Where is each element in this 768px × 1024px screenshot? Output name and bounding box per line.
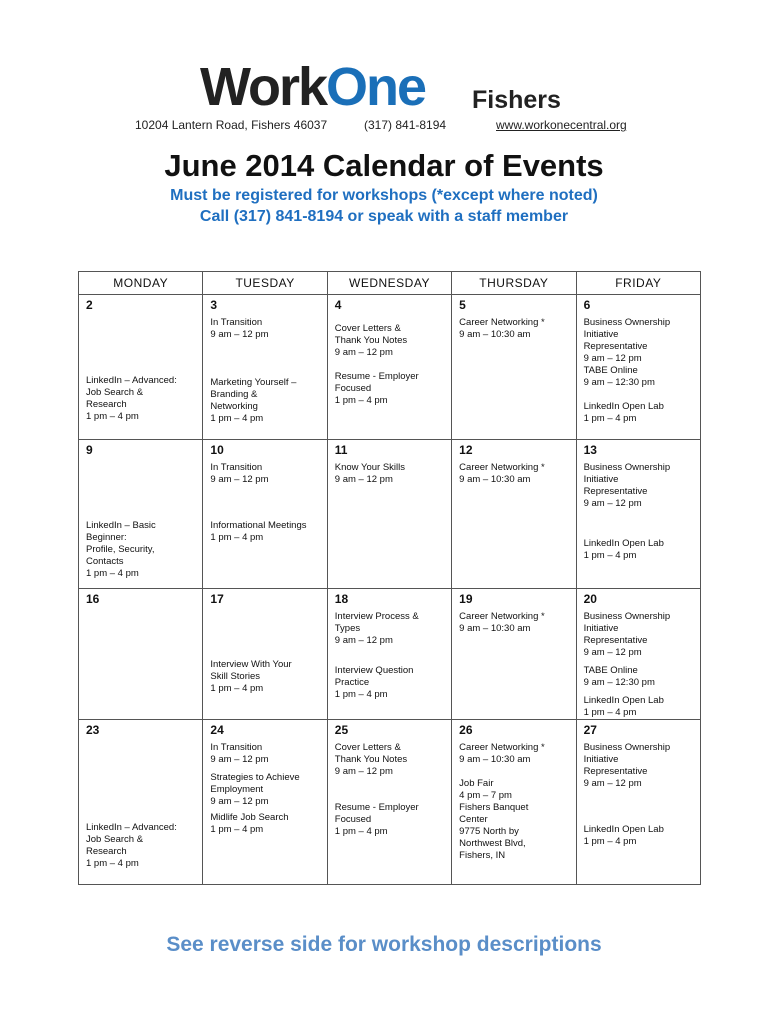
address: 10204 Lantern Road, Fishers 46037 xyxy=(135,118,328,132)
calendar-event xyxy=(459,742,571,766)
event-line: Initiative xyxy=(583,754,619,765)
event-line: Research xyxy=(86,846,127,857)
event-line: LinkedIn – Advanced: xyxy=(86,822,177,833)
calendar-event xyxy=(210,659,322,695)
event-line: Job Fair xyxy=(459,778,494,789)
event-line: LinkedIn Open Lab xyxy=(583,695,664,706)
event-line: 4 pm – 7 pm xyxy=(459,790,512,801)
event-line: Contacts xyxy=(86,556,124,567)
event-line: Representative xyxy=(583,341,648,352)
calendar-day-cell xyxy=(452,589,576,720)
event-line: In Transition xyxy=(210,317,263,328)
calendar-day-cell xyxy=(576,720,700,885)
event-line: 9 am – 12 pm xyxy=(334,635,393,646)
weekday-header: WEDNESDAY xyxy=(327,272,451,295)
calendar-day-cell xyxy=(327,720,451,885)
event-line: 1 pm – 4 pm xyxy=(210,413,264,424)
event-line: Cover Letters & xyxy=(334,323,401,334)
day-number: 2 xyxy=(86,298,93,312)
event-line: LinkedIn – Basic xyxy=(86,520,156,531)
event-line: 9 am – 10:30 am xyxy=(459,329,531,340)
event-line: 9 am – 12 pm xyxy=(210,754,269,765)
calendar-event xyxy=(86,520,198,580)
event-line: 1 pm – 4 pm xyxy=(583,707,637,718)
calendar-event xyxy=(210,377,322,425)
calendar-event xyxy=(335,611,447,647)
calendar-event xyxy=(584,611,696,659)
calendar-day-cell xyxy=(79,295,203,440)
event-line: Marketing Yourself – xyxy=(210,377,297,388)
call-note: Call (317) 841-8194 or speak with a staff member xyxy=(199,208,569,225)
day-number: 5 xyxy=(459,298,466,312)
calendar-event xyxy=(210,520,322,544)
event-line: 9 am – 12 pm xyxy=(583,498,642,509)
logo-work-text: Work xyxy=(200,57,327,117)
event-line: 1 pm – 4 pm xyxy=(86,858,139,869)
event-line: TABE Online xyxy=(583,665,638,676)
event-line: Interview With Your xyxy=(210,659,292,670)
event-line: Midlife Job Search xyxy=(210,812,289,823)
calendar-event xyxy=(335,462,447,486)
event-line: 1 pm – 4 pm xyxy=(86,411,139,422)
event-line: LinkedIn Open Lab xyxy=(583,401,664,412)
calendar-event xyxy=(86,822,198,870)
event-line: 9 am – 12 pm xyxy=(210,329,269,340)
logo-one-text: One xyxy=(326,57,426,117)
calendar-event xyxy=(584,742,696,790)
calendar-day-cell xyxy=(327,440,451,589)
event-line: Strategies to Achieve xyxy=(210,772,300,783)
event-line: 1 pm – 4 pm xyxy=(210,683,264,694)
event-line: Beginner: xyxy=(86,532,127,543)
event-line: Cover Letters & xyxy=(334,742,401,753)
event-line: 9 am – 10:30 am xyxy=(459,474,531,485)
footer-note: See reverse side for workshop descriptions xyxy=(166,933,602,956)
phone: (317) 841-8194 xyxy=(364,118,447,132)
calendar-event xyxy=(584,538,696,562)
event-line: In Transition xyxy=(210,462,263,473)
day-number: 6 xyxy=(583,298,591,312)
event-line: Resume - Employer xyxy=(334,371,419,382)
calendar-day-cell xyxy=(576,295,700,440)
calendar-day-cell xyxy=(452,295,576,440)
event-line: Focused xyxy=(334,383,372,394)
event-line: 1 pm – 4 pm xyxy=(210,532,264,543)
calendar-day-cell xyxy=(327,589,451,720)
event-line: Business Ownership xyxy=(583,317,671,328)
day-number: 10 xyxy=(210,443,224,457)
page-title: June 2014 Calendar of Events xyxy=(164,148,604,183)
calendar-table xyxy=(78,271,701,885)
calendar-event xyxy=(584,317,696,365)
event-line: Practice xyxy=(334,677,370,688)
event-line: Employment xyxy=(210,784,264,795)
event-line: Profile, Security, xyxy=(86,544,155,555)
event-line: Resume - Employer xyxy=(334,802,419,813)
day-number: 17 xyxy=(210,592,224,606)
event-line: 9 am – 12 pm xyxy=(583,778,642,789)
event-line: Initiative xyxy=(583,329,619,340)
event-line: Representative xyxy=(583,635,648,646)
day-number: 24 xyxy=(210,723,224,737)
calendar-week-row xyxy=(79,589,701,720)
day-number: 26 xyxy=(459,723,473,737)
event-line: 1 pm – 4 pm xyxy=(583,413,637,424)
calendar-event xyxy=(459,317,571,341)
calendar-day-cell xyxy=(79,720,203,885)
event-line: Networking xyxy=(210,401,258,412)
calendar-day-cell xyxy=(79,589,203,720)
registration-note: Must be registered for workshops (*except where noted) xyxy=(170,187,598,204)
calendar-day-cell xyxy=(203,589,327,720)
weekday-header-row xyxy=(79,272,701,295)
day-number: 13 xyxy=(583,443,597,457)
calendar-week-row xyxy=(79,440,701,589)
event-line: Center xyxy=(459,814,488,825)
event-line: 9 am – 10:30 am xyxy=(459,623,531,634)
calendar-event xyxy=(584,665,696,689)
calendar-day-cell xyxy=(203,720,327,885)
day-number: 25 xyxy=(334,723,349,737)
day-number: 4 xyxy=(334,298,342,312)
day-number: 19 xyxy=(459,592,473,606)
event-line: 1 pm – 4 pm xyxy=(86,568,139,579)
event-line: TABE Online xyxy=(583,365,638,376)
weekday-header: TUESDAY xyxy=(203,272,327,295)
event-line: Fishers, IN xyxy=(459,850,506,861)
day-number: 16 xyxy=(86,592,100,606)
event-line: LinkedIn Open Lab xyxy=(583,538,664,549)
event-line: 9 am – 10:30 am xyxy=(459,754,531,765)
day-number: 23 xyxy=(86,723,100,737)
calendar-day-cell xyxy=(576,440,700,589)
event-line: Career Networking * xyxy=(459,742,545,753)
event-line: Northwest Blvd, xyxy=(459,838,526,849)
calendar-event xyxy=(584,824,696,848)
event-line: Representative xyxy=(583,766,648,777)
calendar-event xyxy=(335,802,447,838)
event-line: 1 pm – 4 pm xyxy=(583,836,637,847)
calendar-event xyxy=(335,742,447,778)
calendar-event xyxy=(584,365,696,389)
event-line: In Transition xyxy=(210,742,263,753)
calendar-event xyxy=(335,371,447,407)
event-line: 9 am – 12 pm xyxy=(210,474,269,485)
calendar-event xyxy=(459,462,571,486)
event-line: Research xyxy=(86,399,127,410)
event-line: Fishers Banquet xyxy=(459,802,529,813)
event-line: Branding & xyxy=(210,389,258,400)
event-line: LinkedIn – Advanced: xyxy=(86,375,177,386)
weekday-header: MONDAY xyxy=(79,272,203,295)
event-line: 1 pm – 4 pm xyxy=(334,826,388,837)
calendar-week-row xyxy=(79,720,701,885)
event-line: 9 am – 12:30 pm xyxy=(583,377,655,388)
day-number: 12 xyxy=(459,443,473,457)
calendar-day-cell xyxy=(576,589,700,720)
event-line: 9 am – 12 pm xyxy=(334,347,393,358)
event-line: Interview Question xyxy=(334,665,414,676)
day-number: 11 xyxy=(334,443,348,457)
event-line: Know Your Skills xyxy=(334,462,406,473)
event-line: 9 am – 12 pm xyxy=(210,796,269,807)
event-line: Initiative xyxy=(583,474,619,485)
calendar-event xyxy=(210,462,322,486)
event-line: Skill Stories xyxy=(210,671,261,682)
event-line: Career Networking * xyxy=(459,462,545,473)
event-line: 9 am – 12 pm xyxy=(334,766,393,777)
day-number: 3 xyxy=(210,298,218,312)
calendar-event xyxy=(459,611,571,635)
weekday-header: THURSDAY xyxy=(452,272,576,295)
event-line: 9 am – 12 pm xyxy=(583,353,642,364)
calendar-day-cell xyxy=(452,440,576,589)
calendar-event xyxy=(459,778,571,862)
calendar-event xyxy=(335,323,447,359)
calendar-event xyxy=(335,665,447,701)
event-line: Initiative xyxy=(583,623,619,634)
calendar-event xyxy=(584,401,696,425)
event-line: LinkedIn Open Lab xyxy=(583,824,664,835)
calendar-event xyxy=(584,462,696,510)
event-line: 1 pm – 4 pm xyxy=(210,824,264,835)
calendar-event xyxy=(210,317,322,341)
calendar-event xyxy=(210,772,322,808)
event-line: Focused xyxy=(334,814,372,825)
event-line: Thank You Notes xyxy=(334,335,408,346)
event-line: Business Ownership xyxy=(583,611,671,622)
event-line: Career Networking * xyxy=(459,611,545,622)
event-line: 9 am – 12 pm xyxy=(583,647,642,658)
event-line: Interview Process & xyxy=(334,611,419,622)
event-line: Representative xyxy=(583,486,648,497)
event-line: Business Ownership xyxy=(583,462,671,473)
event-line: Job Search & xyxy=(86,387,144,398)
day-number: 18 xyxy=(334,592,349,606)
event-line: 1 pm – 4 pm xyxy=(334,689,388,700)
calendar-week-row xyxy=(79,295,701,440)
event-line: 9 am – 12 pm xyxy=(334,474,393,485)
day-number: 9 xyxy=(86,443,93,457)
day-number: 27 xyxy=(583,723,597,737)
calendar-event xyxy=(210,812,322,836)
event-line: 1 pm – 4 pm xyxy=(334,395,388,406)
calendar-day-cell xyxy=(452,720,576,885)
location-name: Fishers xyxy=(472,86,561,114)
calendar-event xyxy=(86,375,198,423)
workone-logo xyxy=(200,57,426,117)
calendar-event xyxy=(584,695,696,719)
calendar-day-cell xyxy=(79,440,203,589)
event-line: Informational Meetings xyxy=(210,520,307,531)
event-line: Career Networking * xyxy=(459,317,545,328)
website-link[interactable]: www.workonecentral.org xyxy=(496,118,627,132)
calendar-day-cell xyxy=(203,440,327,589)
event-line: 9 am – 12:30 pm xyxy=(583,677,655,688)
calendar-event xyxy=(210,742,322,766)
event-line: 9775 North by xyxy=(459,826,519,837)
event-line: 1 pm – 4 pm xyxy=(583,550,637,561)
day-number: 20 xyxy=(583,592,597,606)
calendar-day-cell xyxy=(203,295,327,440)
event-line: Thank You Notes xyxy=(334,754,408,765)
event-line: Job Search & xyxy=(86,834,144,845)
event-line: Business Ownership xyxy=(583,742,671,753)
event-line: Types xyxy=(334,623,361,634)
calendar-day-cell xyxy=(327,295,451,440)
weekday-header: FRIDAY xyxy=(576,272,700,295)
